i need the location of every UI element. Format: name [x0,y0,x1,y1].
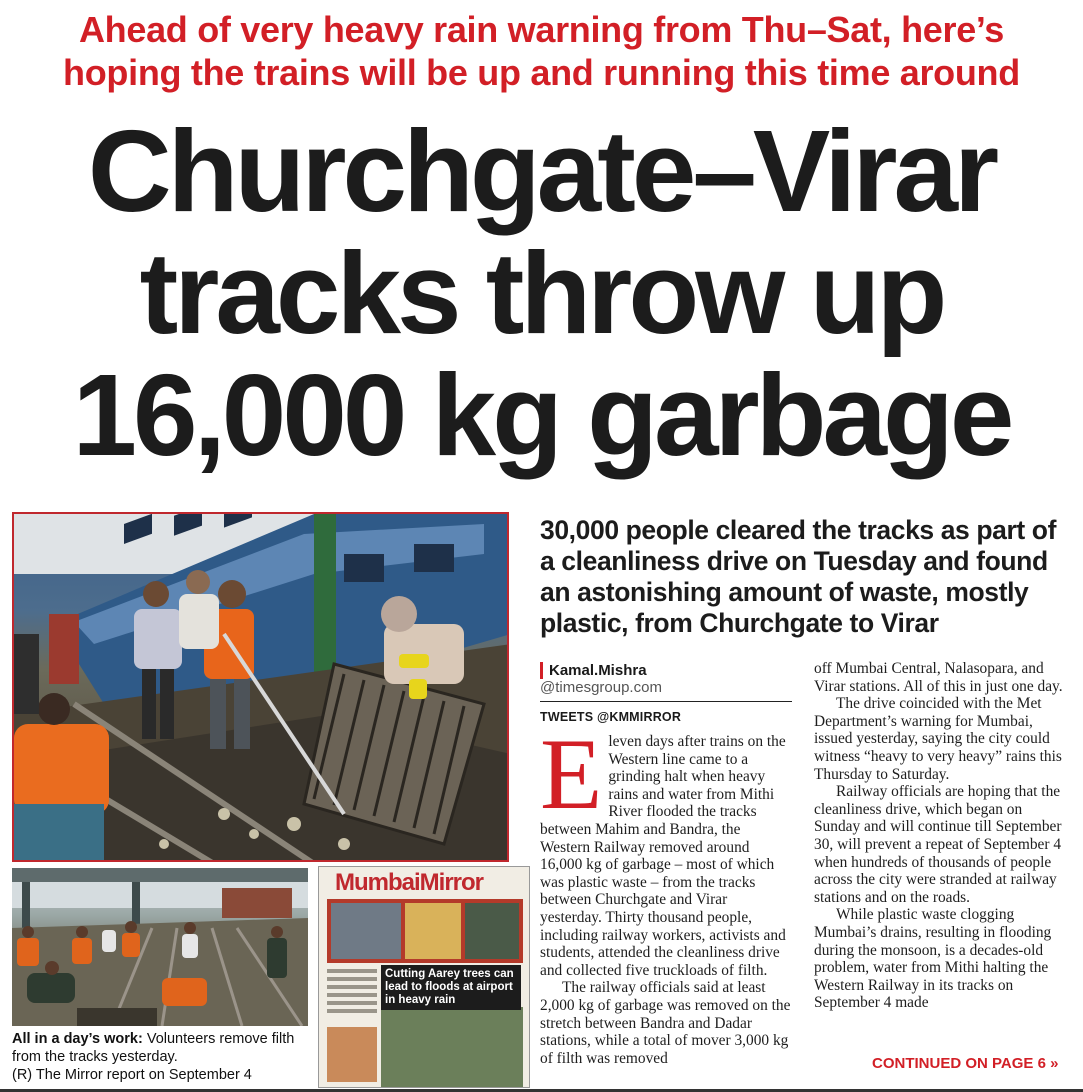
byline [540,662,792,724]
headline [0,106,1083,480]
continued-on-page-link[interactable]: CONTINUED ON PAGE 6 » [872,1055,1059,1072]
article-paragraph: The drive coincided with the Met Department’s warning for Mumbai, issued yesterday, saying the city could witness “heavy to very heavy” rains this Thursday to Saturday. [814,695,1062,783]
deck-subheadline: 30,000 people cleared the tracks as part of a cleanliness drive on Tuesday and found an astonishing amount of waste, mostly plastic, from Churchgate to Virar [540,515,1056,638]
article-paragraph: The railway officials said at least 2,000 kg of garbage was removed on the stretch between Bandra and Dadar stations, while a total of mover 3,000 kg of filth was removed [540,979,791,1067]
headline-line-2: tracks throw up [139,228,944,358]
article-paragraph: Railway officials are hoping that the cleanliness drive, which began on Sunday and will continue till September 30, will prevent a repeat of September 4 when hundreds of thousands of people across the city were stranded at railway stations and on the roads. [814,783,1062,906]
headline-line-1: Churchgate–Virar [87,106,996,236]
caption-line-2: (R) The Mirror report on September 4 [12,1067,252,1083]
mirror-report-thumbnail [318,866,530,1088]
caption-text: Volunteers remove filth from the tracks yesterday. [12,1031,295,1065]
author-name: Kamal.Mishra [540,662,792,679]
author-email: @timesgroup.com [540,679,792,702]
secondary-photo-illustration [12,868,308,1026]
kicker-line-2: hoping the trains will be up and running this time around [63,52,1020,93]
kicker [0,8,1083,94]
headline-line-3: 16,000 kg garbage [72,350,1011,480]
thumbnail-masthead: MumbaiMirror [335,869,484,896]
secondary-photo [12,868,308,1026]
thumbnail-headline: Cutting Aarey trees can lead to floods at airport in heavy rain [381,965,521,1010]
author-twitter: TWEETS @KMMIRROR [540,710,682,724]
main-photo [12,512,509,862]
article-paragraph: Eleven days after trains on the Western line came to a grinding halt when heavy rains and water from Mithi River flooded the tracks between Mahim and Bandra, the Western Railway removed around 16,000 kg of garbage – most of which was plastic waste – from the tracks between Churchgate and Virar yesterday. Thirty thousand people, including railway workers, activists and students, attended the cleanliness drive and collected five truckloads of filth. [540,718,786,979]
main-photo-illustration [14,514,509,862]
article-column-2 [814,660,1069,1012]
photo-caption [12,1030,312,1084]
article-column-1 [540,718,792,1067]
article-paragraph: While plastic waste clogging Mumbai’s drains, resulting in flooding during the monsoon, is a decades-old problem, water from Mithi halting the Western Railway in its tracks on September 4 made [814,906,1052,1012]
drop-cap: E [540,718,603,831]
kicker-line-1: Ahead of very heavy rain warning from Thu–Sat, here’s [78,9,1005,50]
article-paragraph: off Mumbai Central, Nalasopara, and Virar stations. All of this in just one day. [814,660,1063,695]
caption-lead: All in a day’s work: [12,1031,143,1047]
